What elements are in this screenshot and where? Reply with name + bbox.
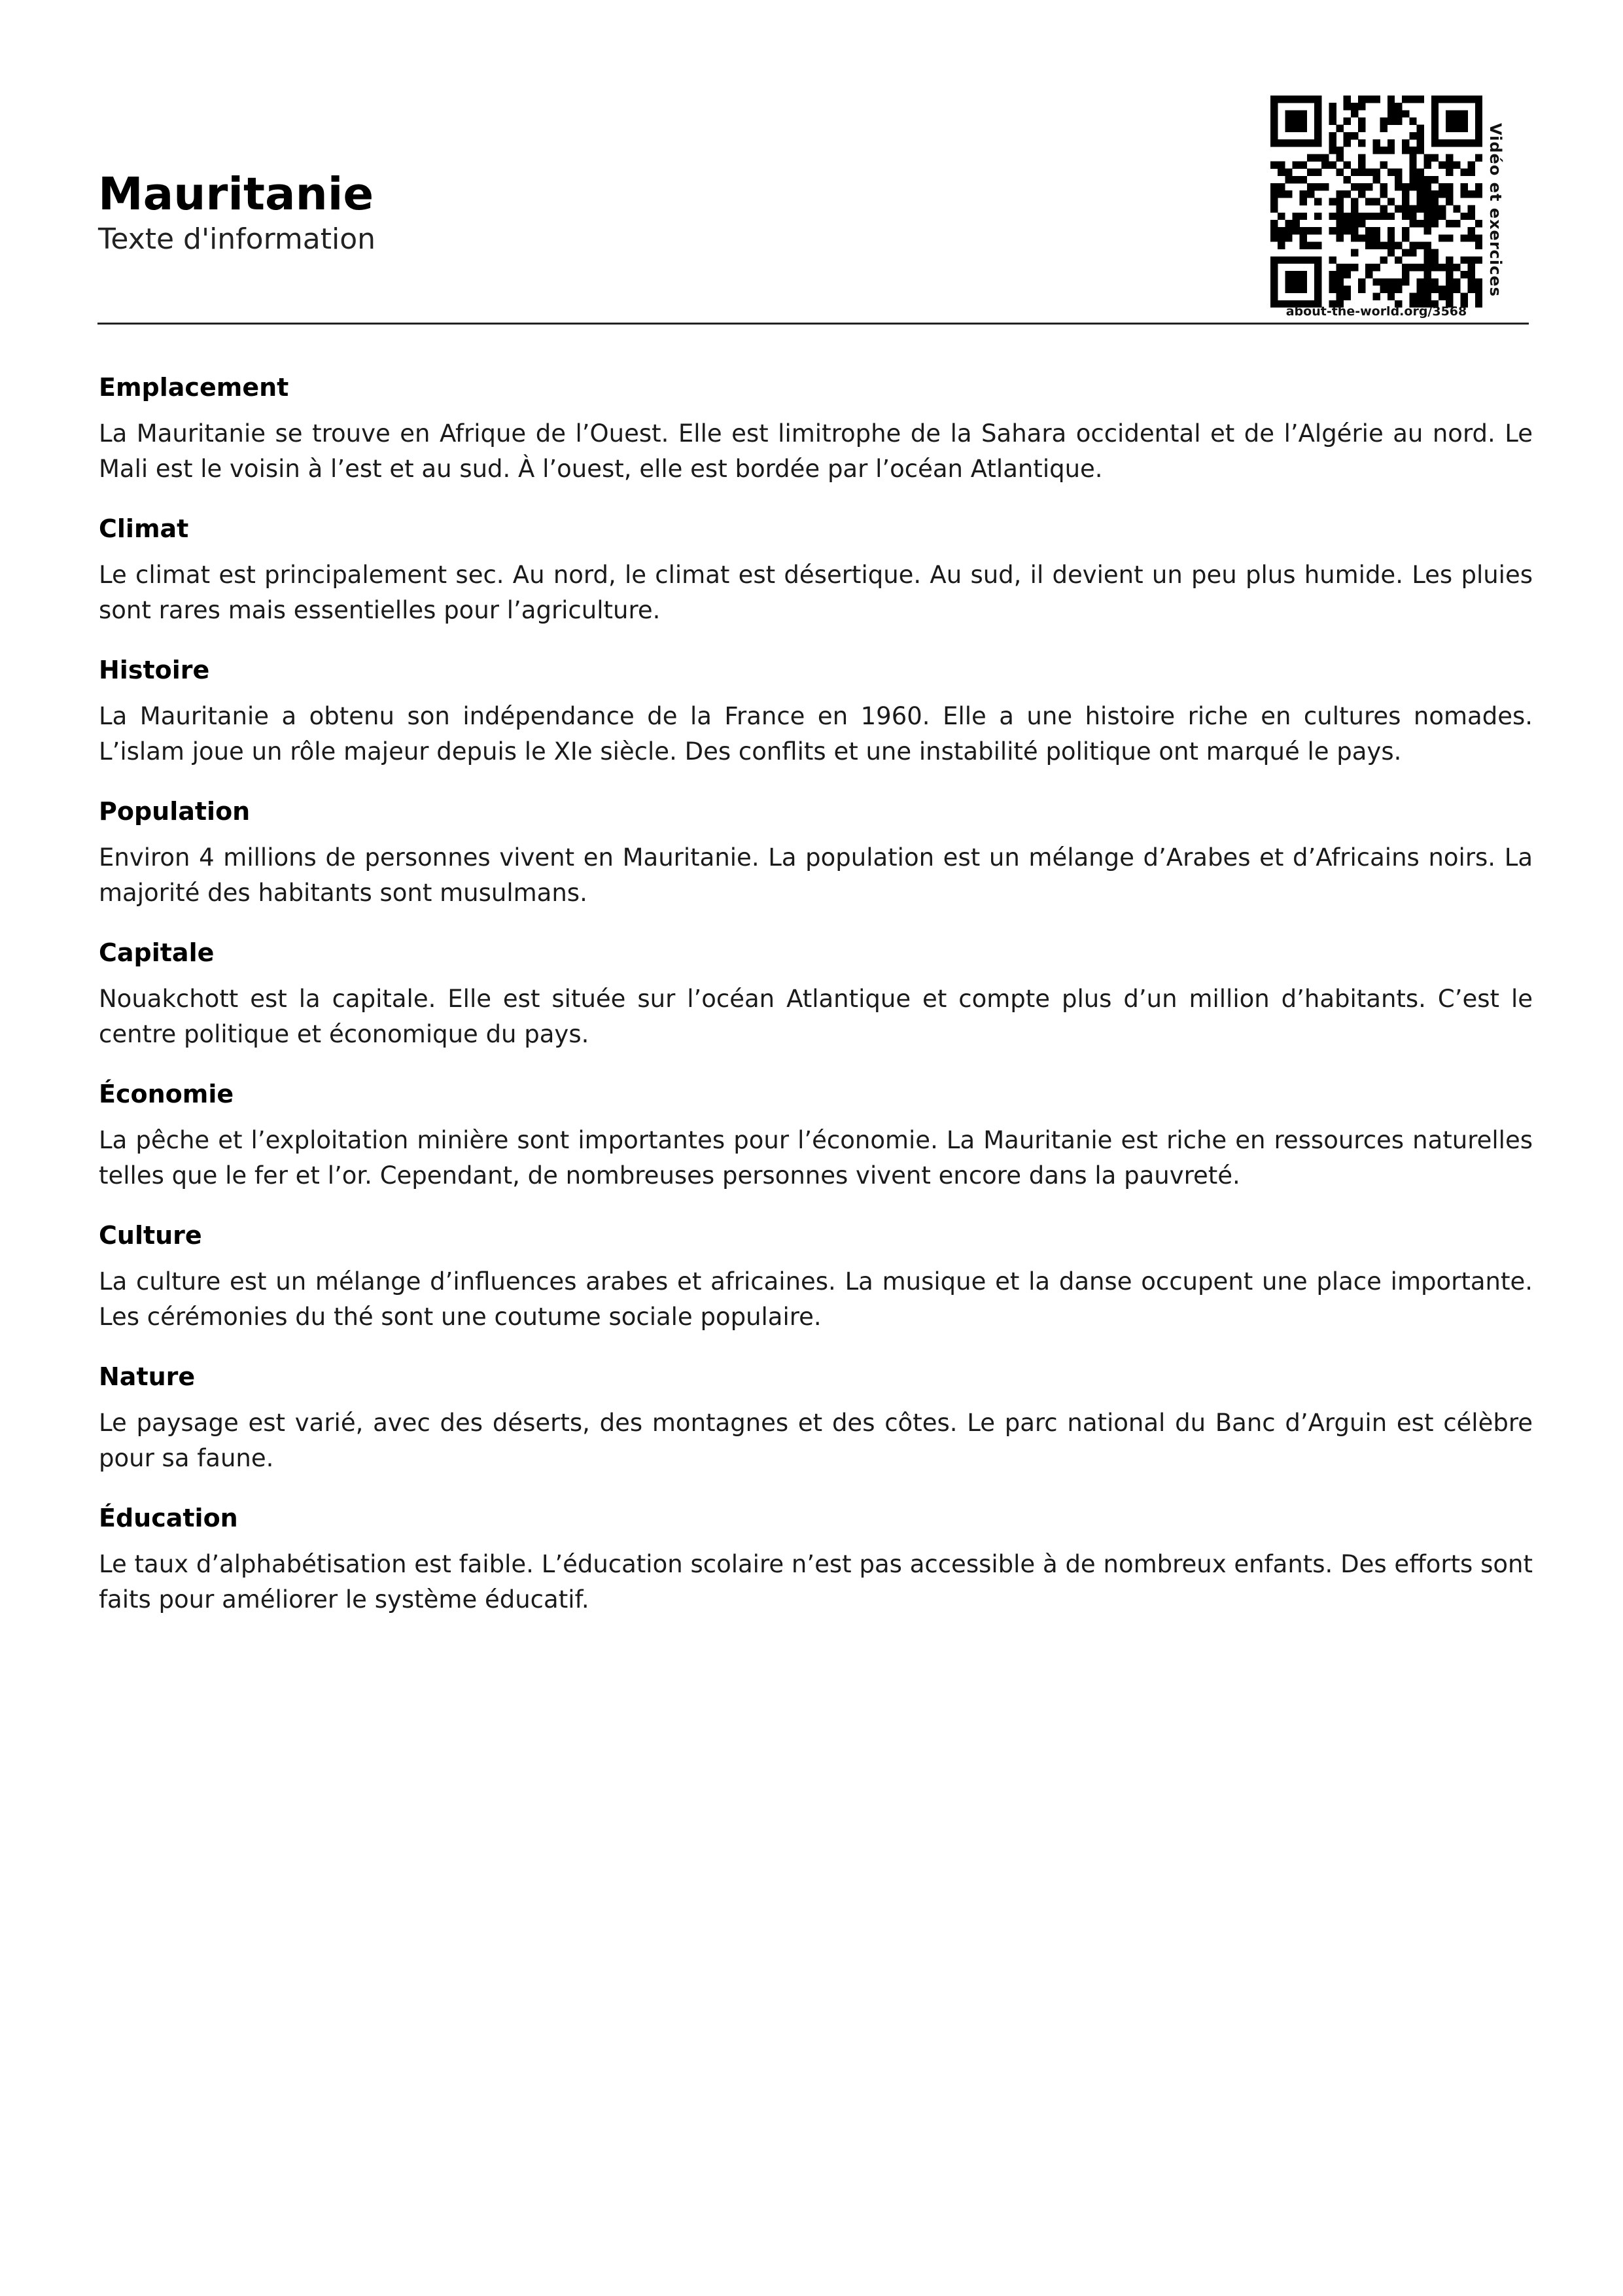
section-culture <box>99 1214 1533 1335</box>
section-text: La Mauritanie se trouve en Afrique de l’Ouest. Elle est limitrophe de la Sahara occidental et de l’Algérie au nord. Le Mali est le voisin à l’est et au sud. À l’ouest, elle est bordée par l’océan Atlantique. <box>99 419 1533 483</box>
section-text: La culture est un mélange d’influences arabes et africaines. La musique et la danse occupent une place importante. Les cérémonies du thé sont une coutume sociale populaire. <box>99 1267 1533 1331</box>
section-heading: Population <box>99 797 251 826</box>
qr-code-icon[interactable] <box>1270 96 1482 308</box>
page-title: Mauritanie <box>98 168 374 221</box>
document-header <box>98 168 1276 258</box>
section-heading: Climat <box>99 514 189 543</box>
section-text: Le climat est principalement sec. Au nord, le climat est désertique. Au sud, il devient un peu plus humide. Les pluies sont rares mais essentielles pour l’agriculture. <box>99 561 1533 624</box>
section-emplacement <box>99 366 1533 487</box>
section-text: La Mauritanie a obtenu son indépendance de la France en 1960. Elle a une histoire riche en cultures nomades. L’islam joue un rôle majeur depuis le XIe siècle. Des conflits et une instabilité politique ont marqué le pays. <box>99 702 1533 766</box>
qr-block[interactable] <box>1270 96 1486 318</box>
section-text: Le paysage est varié, avec des déserts, des montagnes et des côtes. Le parc national du Banc d’Arguin est célèbre pour sa faune. <box>99 1409 1533 1472</box>
section-heading: Emplacement <box>99 373 289 402</box>
section-histoire <box>99 649 1533 769</box>
section-education <box>99 1497 1533 1617</box>
section-heading: Histoire <box>99 656 210 684</box>
header-divider <box>97 323 1529 325</box>
section-heading: Éducation <box>99 1504 238 1532</box>
section-text: Le taux d’alphabétisation est faible. L’éducation scolaire n’est pas accessible à de nombreux enfants. Des efforts sont faits pour améliorer le système éducatif. <box>99 1550 1533 1614</box>
page-subtitle: Texte d'information <box>98 222 376 256</box>
section-population <box>99 790 1533 911</box>
section-nature <box>99 1356 1533 1476</box>
section-heading: Nature <box>99 1362 196 1391</box>
document-body <box>99 366 1533 1638</box>
section-climat <box>99 508 1533 628</box>
qr-side-label: Vidéo et exercices <box>1486 123 1505 297</box>
section-heading: Économie <box>99 1080 234 1108</box>
section-text: La pêche et l’exploitation minière sont importantes pour l’économie. La Mauritanie est riche en ressources naturelles telles que le fer et l’or. Cependant, de nombreuses personnes vivent encore dans la pauvreté. <box>99 1126 1533 1190</box>
qr-url-link[interactable]: about-the-world.org/3568 <box>1285 304 1467 319</box>
section-text: Environ 4 millions de personnes vivent en Mauritanie. La population est un mélange d’Arabes et d’Africains noirs. La majorité des habitants sont musulmans. <box>99 843 1533 907</box>
section-heading: Culture <box>99 1221 202 1250</box>
section-economie <box>99 1073 1533 1193</box>
section-heading: Capitale <box>99 938 215 967</box>
section-text: Nouakchott est la capitale. Elle est située sur l’océan Atlantique et compte plus d’un million d’habitants. C’est le centre politique et économique du pays. <box>99 985 1533 1048</box>
section-capitale <box>99 932 1533 1052</box>
